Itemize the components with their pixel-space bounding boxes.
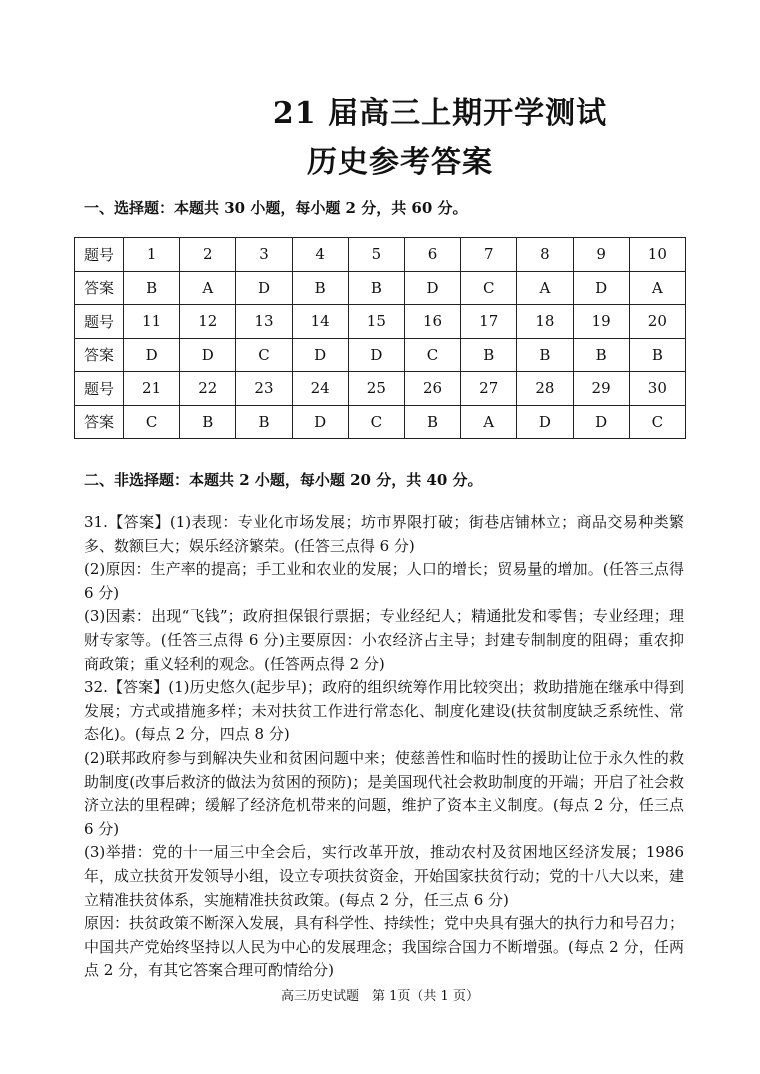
table-cell: B — [348, 271, 404, 305]
table-cell: 23 — [236, 372, 292, 406]
table-cell: B — [461, 338, 517, 372]
table-cell: D — [180, 338, 236, 372]
table-cell: D — [348, 338, 404, 372]
table-cell: B — [180, 405, 236, 439]
table-cell: 17 — [461, 305, 517, 339]
table-cell: C — [404, 338, 460, 372]
table-cell: 26 — [404, 372, 460, 406]
table-cell: 1 — [124, 238, 180, 272]
table-cell: 15 — [348, 305, 404, 339]
table-row — [75, 271, 686, 305]
table-cell: 5 — [348, 238, 404, 272]
table-cell: B — [629, 338, 685, 372]
table-cell: 4 — [292, 238, 348, 272]
table-cell: 2 — [180, 238, 236, 272]
row-label: 题号 — [75, 372, 124, 406]
table-cell: D — [404, 271, 460, 305]
table-cell: C — [124, 405, 180, 439]
row-label: 答案 — [75, 405, 124, 439]
table-cell: D — [124, 338, 180, 372]
table-cell: A — [517, 271, 573, 305]
table-cell: D — [292, 405, 348, 439]
table-cell: D — [573, 271, 629, 305]
table-cell: C — [629, 405, 685, 439]
table-cell: B — [573, 338, 629, 372]
answer-paragraph: 原因：扶贫政策不断深入发展，具有科学性、持续性；党中央具有强大的执行力和号召力；中国共产党始终坚持以人民为中心的发展理念；我国综合国力不断增强。(每点 2 分，任两点 2 分，有其它答案合理可酌情给分) — [84, 914, 685, 980]
section-heading-non-choice: 二、非选择题：本题共 2 小题，每小题 20 分，共 40 分。 — [84, 471, 483, 489]
table-cell: 20 — [629, 305, 685, 339]
table-row — [75, 338, 686, 372]
table-cell: 12 — [180, 305, 236, 339]
table-cell: B — [292, 271, 348, 305]
table-cell: A — [180, 271, 236, 305]
table-cell: D — [236, 271, 292, 305]
table-cell: 13 — [236, 305, 292, 339]
table-row — [75, 405, 686, 439]
answer-content — [84, 511, 684, 983]
row-label: 答案 — [75, 338, 124, 372]
row-label: 题号 — [75, 238, 124, 272]
table-row — [75, 372, 686, 406]
table-cell: 19 — [573, 305, 629, 339]
row-label: 答案 — [75, 271, 124, 305]
table-cell: 6 — [404, 238, 460, 272]
answer-paragraph: (2)原因：生产率的提高；手工业和农业的发展；人口的增长；贸易量的增加。(任答三点得 6 分) — [84, 560, 684, 602]
table-cell: D — [573, 405, 629, 439]
answer-paragraph: (3)举措：党的十一届三中全会后，实行改革开放，推动农村及贫困地区经济发展；1986 年，成立扶贫开发领导小组，设立专项扶贫资金，开始国家扶贫行动；党的十八大以来，建立精准扶贫体系，实施精准扶贫政策。(每点 2 分，任三点 6 分) — [84, 843, 685, 909]
page-subtitle: 历史参考答案 — [307, 145, 493, 180]
answer-paragraph: 32.【答案】(1)历史悠久(起步早)；政府的组织统筹作用比较突出；救助措施在继承中得到发展；方式或措施多样；未对扶贫工作进行常态化、制度化建设(扶贫制度缺乏系统性、常态化)。(每点 2 分，四点 8 分) — [84, 678, 684, 744]
table-cell: 22 — [180, 372, 236, 406]
table-cell: C — [461, 271, 517, 305]
page-title: 21 届高三上期开学测试 — [272, 96, 608, 131]
table-cell: 9 — [573, 238, 629, 272]
table-row — [75, 238, 686, 272]
table-row — [75, 305, 686, 339]
table-cell: A — [461, 405, 517, 439]
table-cell: 3 — [236, 238, 292, 272]
table-cell: B — [404, 405, 460, 439]
table-cell: 18 — [517, 305, 573, 339]
table-cell: B — [517, 338, 573, 372]
table-cell: 21 — [124, 372, 180, 406]
section-heading-choice: 一、选择题：本题共 30 小题，每小题 2 分，共 60 分。 — [84, 199, 468, 217]
answer-paragraph: (3)因素：出现“飞钱”；政府担保银行票据；专业经纪人；精通批发和零售；专业经理；理财专家等。(任答三点得 6 分)主要原因：小农经济占主导；封建专制制度的阻碍；重农抑商政策；重义轻利的观念。(任答两点得 2 分) — [84, 607, 684, 673]
table-cell: D — [292, 338, 348, 372]
answer-table — [74, 237, 686, 439]
table-cell: 14 — [292, 305, 348, 339]
table-cell: 29 — [573, 372, 629, 406]
table-cell: 24 — [292, 372, 348, 406]
table-cell: D — [517, 405, 573, 439]
table-cell: 28 — [517, 372, 573, 406]
table-cell: 7 — [461, 238, 517, 272]
table-cell: 27 — [461, 372, 517, 406]
answer-paragraph: (2)联邦政府参与到解决失业和贫困问题中来；使慈善性和临时性的援助让位于永久性的救助制度(改事后救济的做法为贫困的预防)；是美国现代社会救助制度的开端；开启了社会救济立法的里程碑；缓解了经济危机带来的问题，维护了资本主义制度。(每点 2 分，任三点 6 分) — [84, 748, 684, 838]
table-cell: B — [236, 405, 292, 439]
table-cell: 11 — [124, 305, 180, 339]
table-cell: 16 — [404, 305, 460, 339]
table-cell: C — [236, 338, 292, 372]
table-cell: A — [629, 271, 685, 305]
table-cell: B — [124, 271, 180, 305]
table-cell: 8 — [517, 238, 573, 272]
answer-paragraph: 31.【答案】(1)表现：专业化市场发展；坊市界限打破；街巷店铺林立；商品交易种类繁多、数额巨大；娱乐经济繁荣。(任答三点得 6 分) — [84, 513, 684, 555]
table-cell: 25 — [348, 372, 404, 406]
row-label: 题号 — [75, 305, 124, 339]
page-footer: 高三历史试题 第 1页（共 1 页） — [281, 989, 479, 1004]
table-cell: C — [348, 405, 404, 439]
table-cell: 10 — [629, 238, 685, 272]
table-cell: 30 — [629, 372, 685, 406]
